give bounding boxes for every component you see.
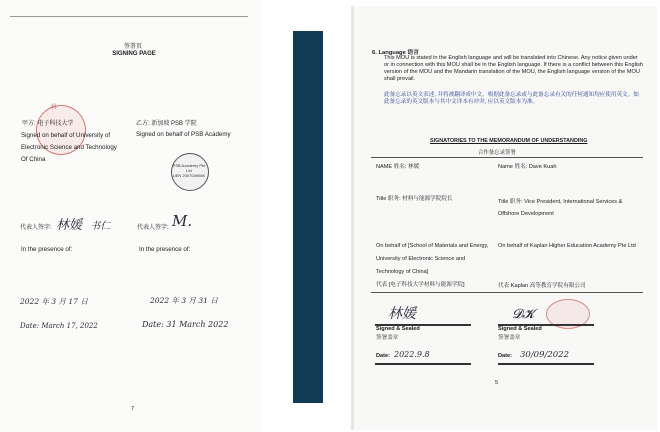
party-a-cn: 甲方: 电子科技大学: [22, 121, 74, 127]
rep-b-signature: M.: [172, 212, 193, 230]
left-document-page: [0, 0, 262, 432]
date-b-cn: 2022 年 3 月 31 日: [150, 296, 218, 305]
date-line: [498, 363, 594, 365]
date-label-a: Date:: [376, 353, 390, 359]
signatory-b-rep: 代表 Kaplan 高等教育学院有限公司: [498, 283, 586, 289]
signatory-a-behalf: On behalf of [School of Materials and Energy, University of Electronic Science and Technology of China]: [376, 243, 489, 275]
rep-a-label: 代表人签字:: [20, 225, 52, 231]
date-line: [375, 363, 471, 365]
rep-a-signature: 林媛 书仁: [56, 218, 111, 233]
party-a-en: [21, 130, 117, 166]
signatory-a-signature: 林媛: [388, 306, 416, 322]
date-value-b: 30/09/2022: [520, 350, 569, 360]
header-rule: [10, 16, 248, 17]
psb-seal-uen: UEN 200704908K: [172, 173, 206, 178]
signatories-title: SIGNATORIES TO THE MEMORANDUM OF UNDERSTANDING: [430, 138, 588, 144]
language-clause-heading: 6. Language 语言: [372, 50, 420, 56]
left-page-number: 7: [131, 406, 135, 412]
date-value-a: 2022.9.8: [394, 350, 430, 359]
signatory-a-name: NAME 姓名: 林媛: [376, 164, 420, 170]
signed-sealed-b: Signed & Sealed: [498, 326, 542, 332]
page-divider-band: [293, 31, 323, 403]
right-page-number: 5: [495, 380, 499, 386]
table-rule: [371, 157, 643, 158]
presence-a: In the presence of:: [21, 246, 73, 253]
rep-b-label: 代表人签字:: [137, 225, 169, 231]
language-clause-en: This MOU is stated in the English language and will be translated into Chinese. Any notice given under or in connection with this MOU shall be in the English language. If there is a conflict between this English version of the MOU and the Mandarin translation of the MOU, the English language version of the MOU shall prevail.: [384, 55, 644, 82]
signatory-b-signature: 𝓓𝓚: [512, 307, 535, 322]
language-clause-cn: 此备忘录以英文表述, 并将被翻译成中文。根据此备忘录或与此备忘录有关的任何通知均应使用英文。如此备忘录的英文版本与其中文译本有冲突, 应以英文版本为准。: [384, 92, 639, 105]
signatories-title-cn: 合作备忘录签署: [478, 150, 516, 156]
party-b-cn: 乙方: 新加坡 PSB 学院: [136, 121, 197, 127]
date-a-cn: 2022 年 3 月 17 日: [20, 297, 88, 306]
date-a-en: Date: March 17, 2022: [20, 322, 98, 330]
presence-b: In the presence of:: [139, 246, 191, 253]
signatory-a-title: Title 职务: 材料与能源学院院长: [376, 196, 453, 202]
signing-page-title-en: SIGNING PAGE: [112, 51, 156, 57]
date-b-en: Date: 31 March 2022: [142, 320, 229, 329]
party-a-en-line: Signed on behalf of University of: [21, 132, 111, 139]
page-edge-shadow: [351, 6, 354, 430]
psb-seal-name: PSB Academy Pte Ltd: [172, 163, 206, 173]
signed-sealed-a-cn: 签署盖章: [376, 335, 399, 341]
signing-page-title-cn: 签署页: [123, 44, 142, 50]
date-label-b: Date:: [498, 353, 512, 359]
signatory-b-behalf: On behalf of Kaplan Higher Education Academy Pte Ltd: [498, 243, 636, 249]
party-a-en-line: Of China: [21, 156, 46, 163]
party-a-en-line: Electronic Science and Technology: [21, 144, 117, 151]
seal-character: 科: [51, 105, 58, 111]
signed-sealed-b-cn: 签署盖章: [498, 335, 521, 341]
signed-sealed-a: Signed & Sealed: [376, 326, 420, 332]
signatory-b-title: Title 职务: Vice President, International Services & Offshore Development: [498, 199, 623, 217]
table-rule: [371, 292, 643, 293]
party-b-en: Signed on behalf of PSB Academy: [136, 131, 231, 138]
signatory-b-name: Name 姓名: Dave Kuah: [498, 164, 557, 170]
signatory-a-rep: 代表 [电子科技大学材料与能源学院]: [376, 282, 465, 288]
psb-seal-text: [172, 163, 206, 178]
